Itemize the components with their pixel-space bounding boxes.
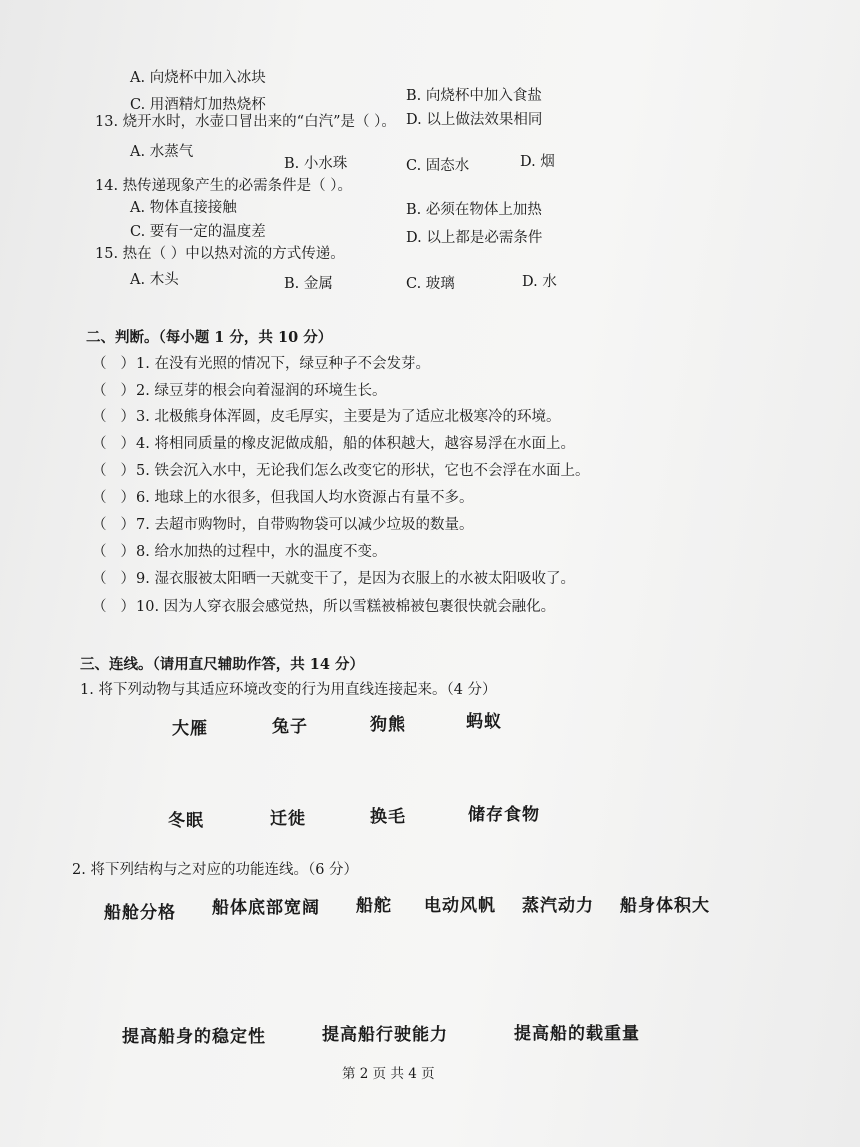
answer-blank[interactable] — [92, 513, 136, 534]
structure-item[interactable]: 船舱分格 — [104, 903, 176, 923]
q13-option-c: C. 固态水 — [406, 158, 470, 174]
function-item[interactable]: 提高船行驶能力 — [322, 1025, 448, 1045]
function-item[interactable]: 提高船的载重量 — [514, 1024, 640, 1044]
behavior-item[interactable]: 储存食物 — [468, 805, 540, 825]
true-false-item — [92, 540, 386, 561]
answer-blank[interactable] — [92, 352, 136, 373]
true-false-item — [92, 459, 589, 480]
answer-blank[interactable] — [92, 595, 136, 616]
q15-option-d: D. 水 — [522, 274, 557, 290]
paren-open: （ — [92, 544, 107, 560]
page-footer: 第 2 页 共 4 页 — [342, 1066, 435, 1082]
answer-blank[interactable] — [92, 432, 136, 453]
paren-open: （ — [92, 463, 107, 479]
q15-option-a: A. 木头 — [130, 272, 179, 288]
q14-option-b: B. 必须在物体上加热 — [406, 202, 542, 218]
q15-option-c: C. 玻璃 — [406, 276, 455, 292]
paren-open: （ — [92, 409, 107, 425]
paren-open: （ — [92, 599, 107, 615]
q13-option-b: B. 小水珠 — [284, 156, 348, 172]
statement-text: 6. 地球上的水很多，但我国人均水资源占有量不多。 — [136, 490, 474, 506]
true-false-item — [92, 567, 575, 588]
statement-text: 2. 绿豆芽的根会向着湿润的环境生长。 — [136, 383, 387, 399]
q14-option-a: A. 物体直接接触 — [130, 200, 237, 216]
q12-option-b: B. 向烧杯中加入食盐 — [406, 88, 542, 104]
paren-open: （ — [92, 436, 107, 452]
behavior-item[interactable]: 迁徙 — [270, 809, 306, 829]
structure-item[interactable]: 蒸汽动力 — [522, 896, 594, 916]
q13-option-a: A. 水蒸气 — [130, 144, 194, 160]
animal-item[interactable]: 狗熊 — [370, 715, 406, 735]
paren-close: ） — [120, 409, 135, 425]
q15-option-b: B. 金属 — [284, 276, 333, 292]
paren-close: ） — [120, 436, 135, 452]
answer-blank[interactable] — [92, 486, 136, 507]
statement-text: 9. 湿衣服被太阳晒一天就变干了，是因为衣服上的水被太阳吸收了。 — [136, 571, 575, 587]
q12-option-a: A. 向烧杯中加入冰块 — [130, 70, 266, 86]
statement-text: 4. 将相同质量的橡皮泥做成船，船的体积越大，越容易浮在水面上。 — [136, 436, 575, 452]
true-false-item — [92, 379, 386, 400]
structure-item[interactable]: 电动风帆 — [424, 896, 496, 916]
answer-blank[interactable] — [92, 567, 136, 588]
statement-text: 1. 在没有光照的情况下，绿豆种子不会发芽。 — [136, 356, 430, 372]
behavior-item[interactable]: 冬眠 — [168, 811, 204, 831]
q12-option-c: C. 用酒精灯加热烧杯 — [130, 97, 266, 113]
paren-open: （ — [92, 517, 107, 533]
matching-q1-stem: 1. 将下列动物与其适应环境改变的行为用直线连接起来。（4 分） — [80, 682, 497, 698]
statement-text: 8. 给水加热的过程中，水的温度不变。 — [136, 544, 387, 560]
answer-blank[interactable] — [92, 459, 136, 480]
structure-item[interactable]: 船体底部宽阔 — [212, 898, 320, 918]
paren-open: （ — [92, 571, 107, 587]
q14-stem: 14. 热传递现象产生的必需条件是（ ）。 — [95, 178, 353, 194]
statement-text: 3. 北极熊身体浑圆，皮毛厚实，主要是为了适应北极寒冷的环境。 — [136, 409, 561, 425]
paren-open: （ — [92, 356, 107, 372]
animal-item[interactable]: 大雁 — [172, 719, 208, 739]
q14-option-d: D. 以上都是必需条件 — [406, 230, 543, 246]
paren-open: （ — [92, 490, 107, 506]
section-2-title: 二、判断。（每小题 1 分，共 10 分） — [86, 329, 333, 346]
q13-stem: 13. 烧开水时，水壶口冒出来的“白汽”是（ ）。 — [95, 114, 396, 130]
true-false-item — [92, 486, 473, 507]
answer-blank[interactable] — [92, 540, 136, 561]
paren-close: ） — [120, 463, 135, 479]
true-false-item — [92, 513, 473, 534]
section-3-title: 三、连线。（请用直尺辅助作答，共 14 分） — [80, 656, 365, 673]
answer-blank[interactable] — [92, 379, 136, 400]
paren-close: ） — [120, 599, 135, 615]
statement-text: 7. 去超市购物时，自带购物袋可以减少垃圾的数量。 — [136, 517, 474, 533]
true-false-item — [92, 595, 555, 616]
q14-option-c: C. 要有一定的温度差 — [130, 224, 266, 240]
paren-close: ） — [120, 571, 135, 587]
structure-item[interactable]: 船身体积大 — [620, 896, 710, 916]
true-false-item — [92, 352, 430, 373]
function-item[interactable]: 提高船身的稳定性 — [122, 1027, 266, 1047]
paren-close: ） — [120, 356, 135, 372]
behavior-item[interactable]: 换毛 — [370, 807, 406, 827]
paren-close: ） — [120, 490, 135, 506]
true-false-item — [92, 432, 575, 453]
matching-q2-stem: 2. 将下列结构与之对应的功能连线。（6 分） — [72, 862, 359, 878]
paren-open: （ — [92, 383, 107, 399]
statement-text: 5. 铁会沉入水中，无论我们怎么改变它的形状，它也不会浮在水面上。 — [136, 463, 590, 479]
structure-item[interactable]: 船舵 — [356, 896, 392, 916]
q12-option-d: D. 以上做法效果相同 — [406, 112, 543, 128]
paren-close: ） — [120, 517, 135, 533]
q13-option-d: D. 烟 — [520, 154, 555, 170]
true-false-item — [92, 405, 560, 426]
answer-blank[interactable] — [92, 405, 136, 426]
paren-close: ） — [120, 383, 135, 399]
q15-stem: 15. 热在（ ）中以热对流的方式传递。 — [95, 246, 345, 262]
animal-item[interactable]: 蚂蚁 — [466, 712, 502, 732]
statement-text: 10. 因为人穿衣服会感觉热，所以雪糕被棉被包裹很快就会融化。 — [136, 599, 556, 615]
animal-item[interactable]: 兔子 — [272, 717, 308, 737]
paren-close: ） — [120, 544, 135, 560]
